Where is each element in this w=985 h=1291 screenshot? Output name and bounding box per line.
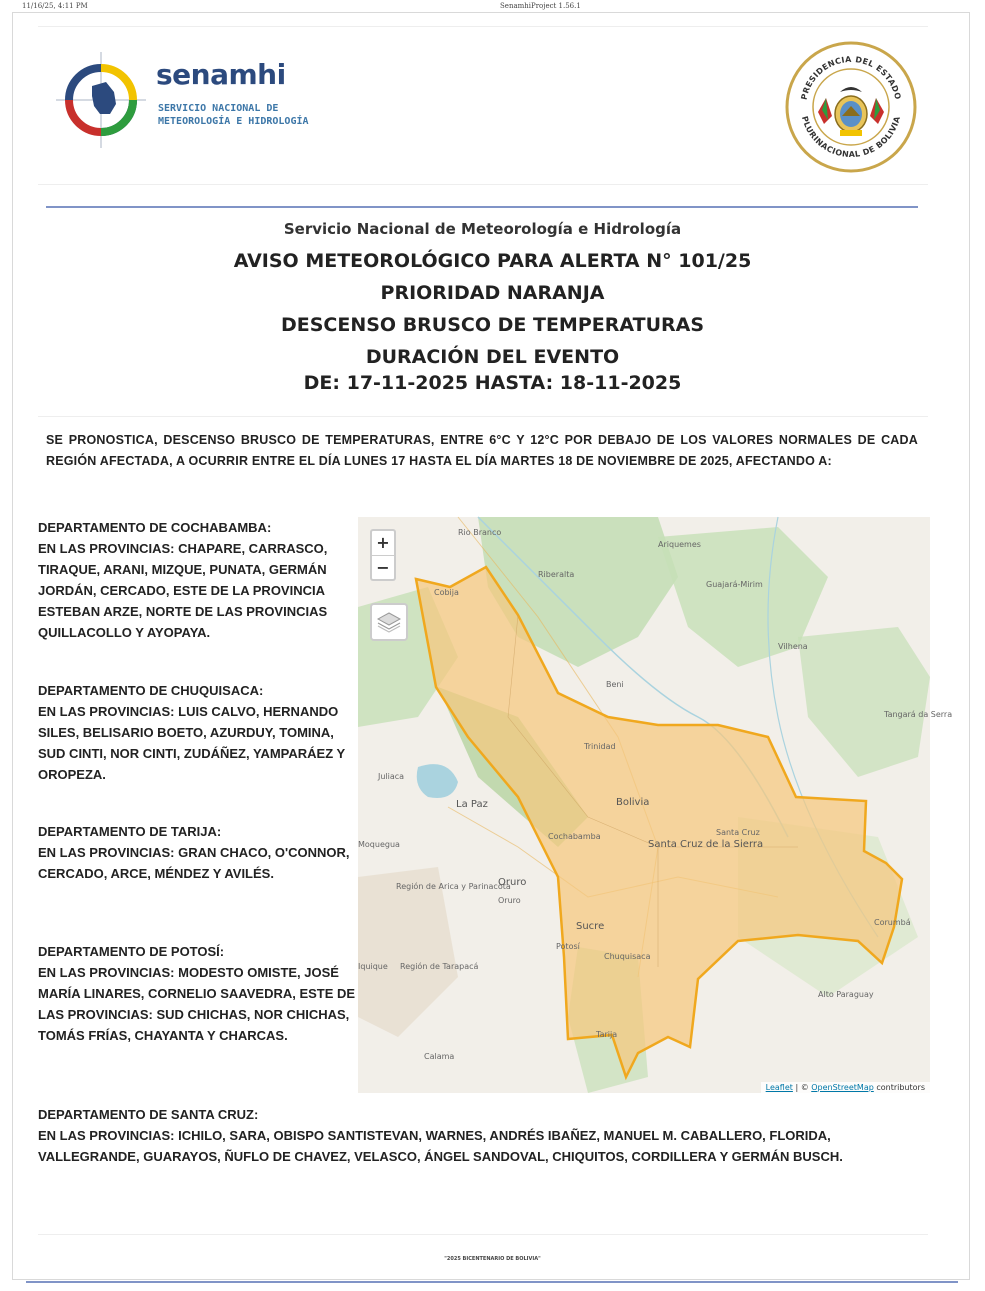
department-provinces: EN LAS PROVINCIAS: MODESTO OMISTE, JOSÉ MARÍA LINARES, CORNELIO SAAVEDRA, ESTE DE LAS PROVINCIAS: SUD CHICHAS, NOR CHICHAS, TOMÁS FRÍAS, CHAYANTA Y CHARCAS. — [38, 965, 356, 1043]
department-provinces: EN LAS PROVINCIAS: CHAPARE, CARRASCO, TIRAQUE, ARANI, MIZQUE, PUNATA, GERMÁN JORDÁN, CERCADO, ESTE DE LA PROVINCIA ESTEBAN ARZE, NORTE DE LAS PROVINCIAS QUILLACOLLO Y AYOPAYA. — [38, 541, 328, 640]
zoom-in-button[interactable]: + — [376, 533, 390, 552]
map-label-beni: Beni — [606, 680, 624, 689]
alert-map[interactable] — [358, 517, 953, 1093]
forecast-intro: SE PRONOSTICA, DESCENSO BRUSCO DE TEMPERATURAS, ENTRE 6°C Y 12°C POR DEBAJO DE LOS VALORES NORMALES DE CADA REGIÓN AFECTADA, A OCURRIR ENTRE EL DÍA LUNES 17 HASTA EL DÍA MARTES 18 DE NOVIEMBRE DE 2025, AFECTANDO A: — [46, 433, 918, 468]
map-label-arica: Región de Arica y Parinacota — [396, 882, 511, 891]
svg-text:PLURINACIONAL DE BOLIVIA: PLURINACIONAL DE BOLIVIA — [799, 115, 903, 160]
zoom-control — [370, 529, 396, 581]
map-label-bolivia: Bolivia — [616, 797, 650, 808]
bolivia-coat-of-arms-seal-icon — [784, 40, 918, 174]
divider — [38, 416, 928, 417]
map-label-tangara: Tangará da Serra — [884, 710, 953, 719]
map-label-moquegua: Moquegua — [358, 840, 400, 849]
map-label-guajara: Guajará-Mirim — [706, 580, 763, 589]
print-project: SenamhiProject 1.56.1 — [500, 2, 581, 10]
senamhi-logo — [56, 52, 316, 152]
department-provinces: EN LAS PROVINCIAS: LUIS CALVO, HERNANDO SILES, BELISARIO BOETO, AZURDUY, TOMINA, SUD CINTI, NOR CINTI, ZUDÁÑEZ, YAMPARÁEZ Y OROPEZA. — [38, 704, 345, 782]
map-label-alto-paraguay: Alto Paraguay — [818, 990, 874, 999]
map-label-tarija: Tarija — [596, 1030, 618, 1039]
department-cochabamba — [38, 517, 358, 643]
svg-text:PRESIDENCIA DEL ESTADO: PRESIDENCIA DEL ESTADO — [799, 54, 903, 101]
aviso-title: AVISO METEOROLÓGICO PARA ALERTA N° 101/25 — [233, 250, 752, 272]
map-label-sucre: Sucre — [576, 921, 605, 932]
senamhi-bolivia-compass-logo-icon — [56, 52, 146, 152]
map-label-cobija: Cobija — [434, 588, 459, 597]
map-label-juliaca: Juliaca — [378, 772, 405, 781]
department-chuquisaca — [38, 680, 358, 785]
map-label-santa-cruz-city: Santa Cruz de la Sierra — [648, 839, 764, 850]
map-label-tarapaca: Región de Tarapacá — [400, 962, 479, 971]
map-label-oruro: Oruro — [498, 877, 527, 888]
organization-title: Servicio Nacional de Meteorología e Hidrología — [283, 220, 682, 238]
divider — [38, 26, 928, 27]
map-label-rio-branco: Rio Branco — [458, 528, 502, 537]
logo-subtitle: SERVICIO NACIONAL DE METEOROLOGÍA E HIDROLOGÍA — [158, 103, 309, 127]
layers-button[interactable] — [370, 603, 408, 641]
title-block — [0, 220, 985, 394]
map-label-iquique: Iquique — [358, 962, 388, 971]
print-timestamp: 11/16/25, 4:11 PM — [22, 2, 88, 10]
map-label-oruro-dept: Oruro — [498, 896, 521, 905]
department-provinces: EN LAS PROVINCIAS: GRAN CHACO, O'CONNOR, CERCADO, ARCE, MÉNDEZ Y AVILÉS. — [38, 845, 350, 881]
osm-link[interactable]: OpenStreetMap — [811, 1083, 874, 1092]
prioridad-title: PRIORIDAD NARANJA — [380, 282, 605, 304]
department-santa-cruz — [38, 1104, 918, 1167]
map-label-cochabamba: Cochabamba — [548, 832, 601, 841]
map-label-corumba: Corumbá — [874, 918, 911, 927]
department-name: DEPARTAMENTO DE COCHABAMBA: — [38, 520, 272, 535]
print-header — [0, 2, 985, 12]
map-canvas[interactable] — [358, 517, 953, 1093]
layers-icon — [372, 605, 406, 639]
map-label-riberalta: Riberalta — [538, 570, 575, 579]
logo-name: senamhi — [156, 58, 286, 91]
department-name: DEPARTAMENTO DE CHUQUISACA: — [38, 683, 264, 698]
evento-title: DESCENSO BRUSCO DE TEMPERATURAS — [280, 314, 705, 336]
map-label-santa-cruz-dept: Santa Cruz — [716, 828, 760, 837]
map-attribution — [761, 1082, 930, 1093]
department-name: DEPARTAMENTO DE SANTA CRUZ: — [38, 1107, 259, 1122]
presidency-seal — [784, 40, 918, 174]
map-label-vilhena: Vilhena — [778, 642, 808, 651]
map-label-chuquisaca: Chuquisaca — [604, 952, 651, 961]
attribution-suffix: contributors — [873, 1083, 925, 1092]
department-potosi — [38, 941, 358, 1046]
department-tarija — [38, 821, 358, 884]
map-label-trinidad: Trinidad — [584, 742, 616, 751]
department-name: DEPARTAMENTO DE POTOSÍ: — [38, 944, 225, 959]
map-label-potosi: Potosí — [556, 942, 580, 951]
footer-text: "2025 BICENTENARIO DE BOLIVIA" — [444, 1256, 541, 1262]
header-rule — [46, 206, 918, 208]
footer-rule — [26, 1281, 958, 1283]
department-provinces: EN LAS PROVINCIAS: ICHILO, SARA, OBISPO SANTISTEVAN, WARNES, ANDRÉS IBAÑEZ, MANUEL M. CABALLERO, FLORIDA, VALLEGRANDE, GUARAYOS, ÑUFLO DE CHAVEZ, VELASCO, ÁNGEL SANDOVAL, CHIQUITOS, CORDILLERA Y GERMÁN BUSCH. — [38, 1128, 843, 1164]
department-name: DEPARTAMENTO DE TARIJA: — [38, 824, 222, 839]
divider — [38, 184, 928, 185]
attribution-separator: | © — [792, 1083, 812, 1092]
fechas-title: DE: 17-11-2025 HASTA: 18-11-2025 — [303, 372, 682, 394]
duracion-title: DURACIÓN DEL EVENTO — [365, 346, 620, 368]
map-label-ariquemes: Ariquemes — [658, 540, 701, 549]
zoom-out-button[interactable]: − — [372, 555, 394, 580]
divider — [38, 1234, 928, 1235]
map-label-la-paz: La Paz — [456, 799, 488, 810]
map-label-calama: Calama — [424, 1052, 455, 1061]
leaflet-link[interactable]: Leaflet — [765, 1083, 793, 1092]
